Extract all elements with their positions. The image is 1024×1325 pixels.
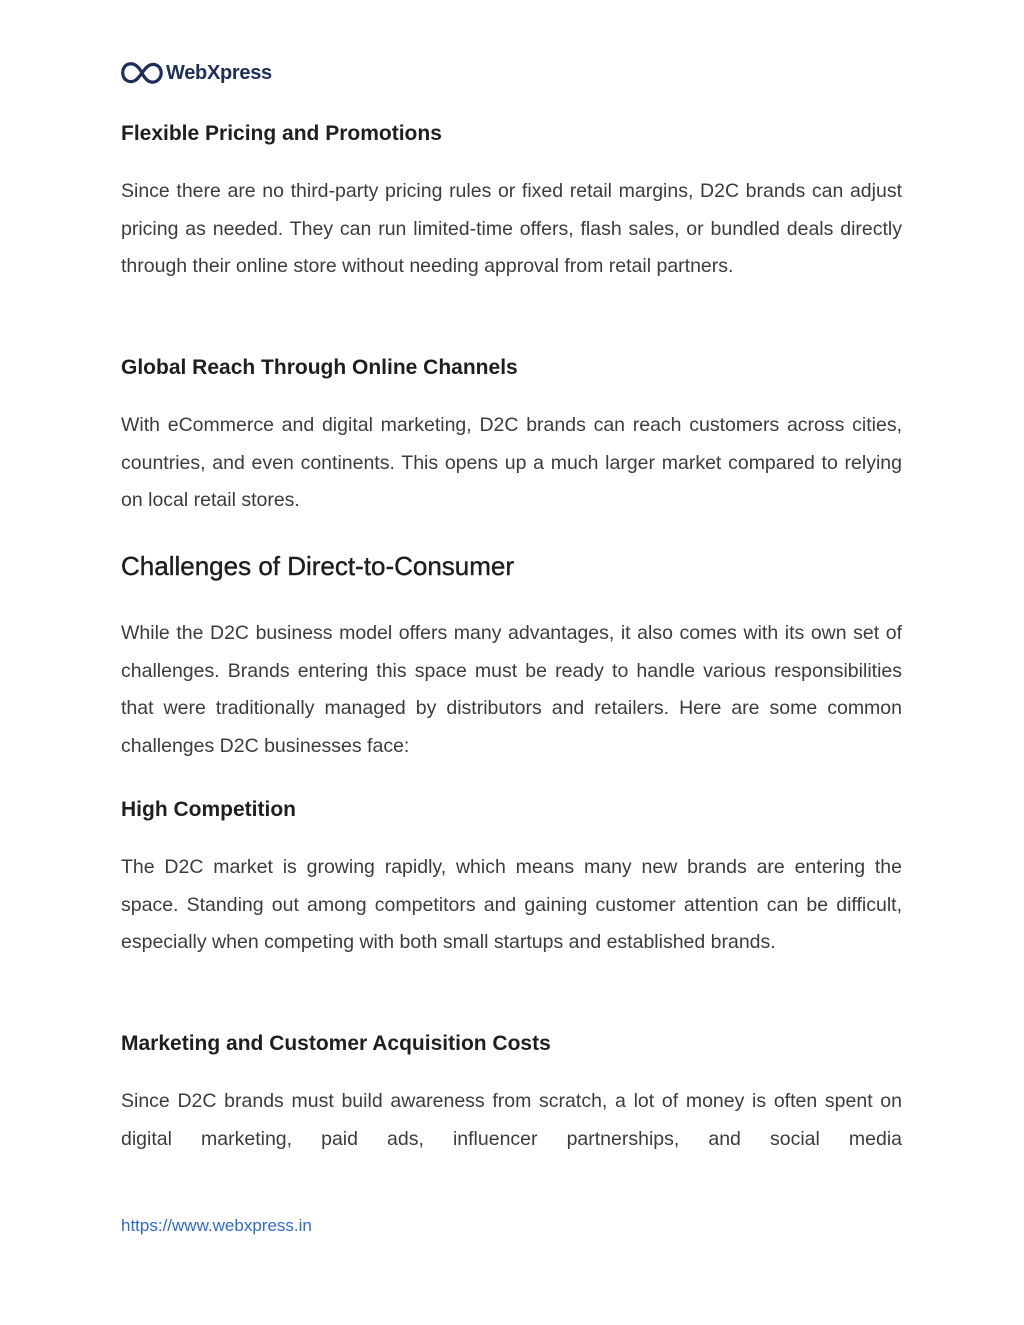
section-heading-high-competition: High Competition [121, 798, 296, 821]
infinity-logo-icon [121, 60, 163, 86]
section-body-flexible-pricing: Since there are no third-party pricing rules or fixed retail margins, D2C brands can adjust pricing as needed. They can run limited-time offers, flash sales, or bundled deals directly through their online store without needing approval from retail partners. [121, 180, 902, 277]
website-link[interactable]: https://www.webxpress.in [121, 1216, 312, 1235]
logo-text: WebXpress [166, 61, 272, 84]
section-body-marketing-costs: Since D2C brands must build awareness from scratch, a lot of money is often spent on digital marketing, paid ads, influencer partnerships, and social media [121, 1090, 902, 1150]
section-heading-global-reach: Global Reach Through Online Channels [121, 356, 518, 379]
section-body-high-competition: The D2C market is growing rapidly, which means many new brands are entering the space. Standing out among competitors and gaining customer attention can be difficult, especially when competing with both small startups and established brands. [121, 856, 902, 953]
section-body-challenges: While the D2C business model offers many advantages, it also comes with its own set of challenges. Brands entering this space must be ready to handle various responsibilities that were traditionally managed by distributors and retailers. Here are some common challenges D2C businesses face: [121, 622, 902, 757]
section-heading-marketing-costs: Marketing and Customer Acquisition Costs [121, 1032, 551, 1055]
section-body-global-reach: With eCommerce and digital marketing, D2C brands can reach customers across cities, countries, and even continents. This opens up a much larger market compared to relying on local retail stores. [121, 414, 902, 511]
brand-logo [121, 60, 272, 86]
section-heading-challenges: Challenges of Direct-to-Consumer [121, 551, 515, 581]
section-heading-flexible-pricing: Flexible Pricing and Promotions [121, 122, 442, 145]
